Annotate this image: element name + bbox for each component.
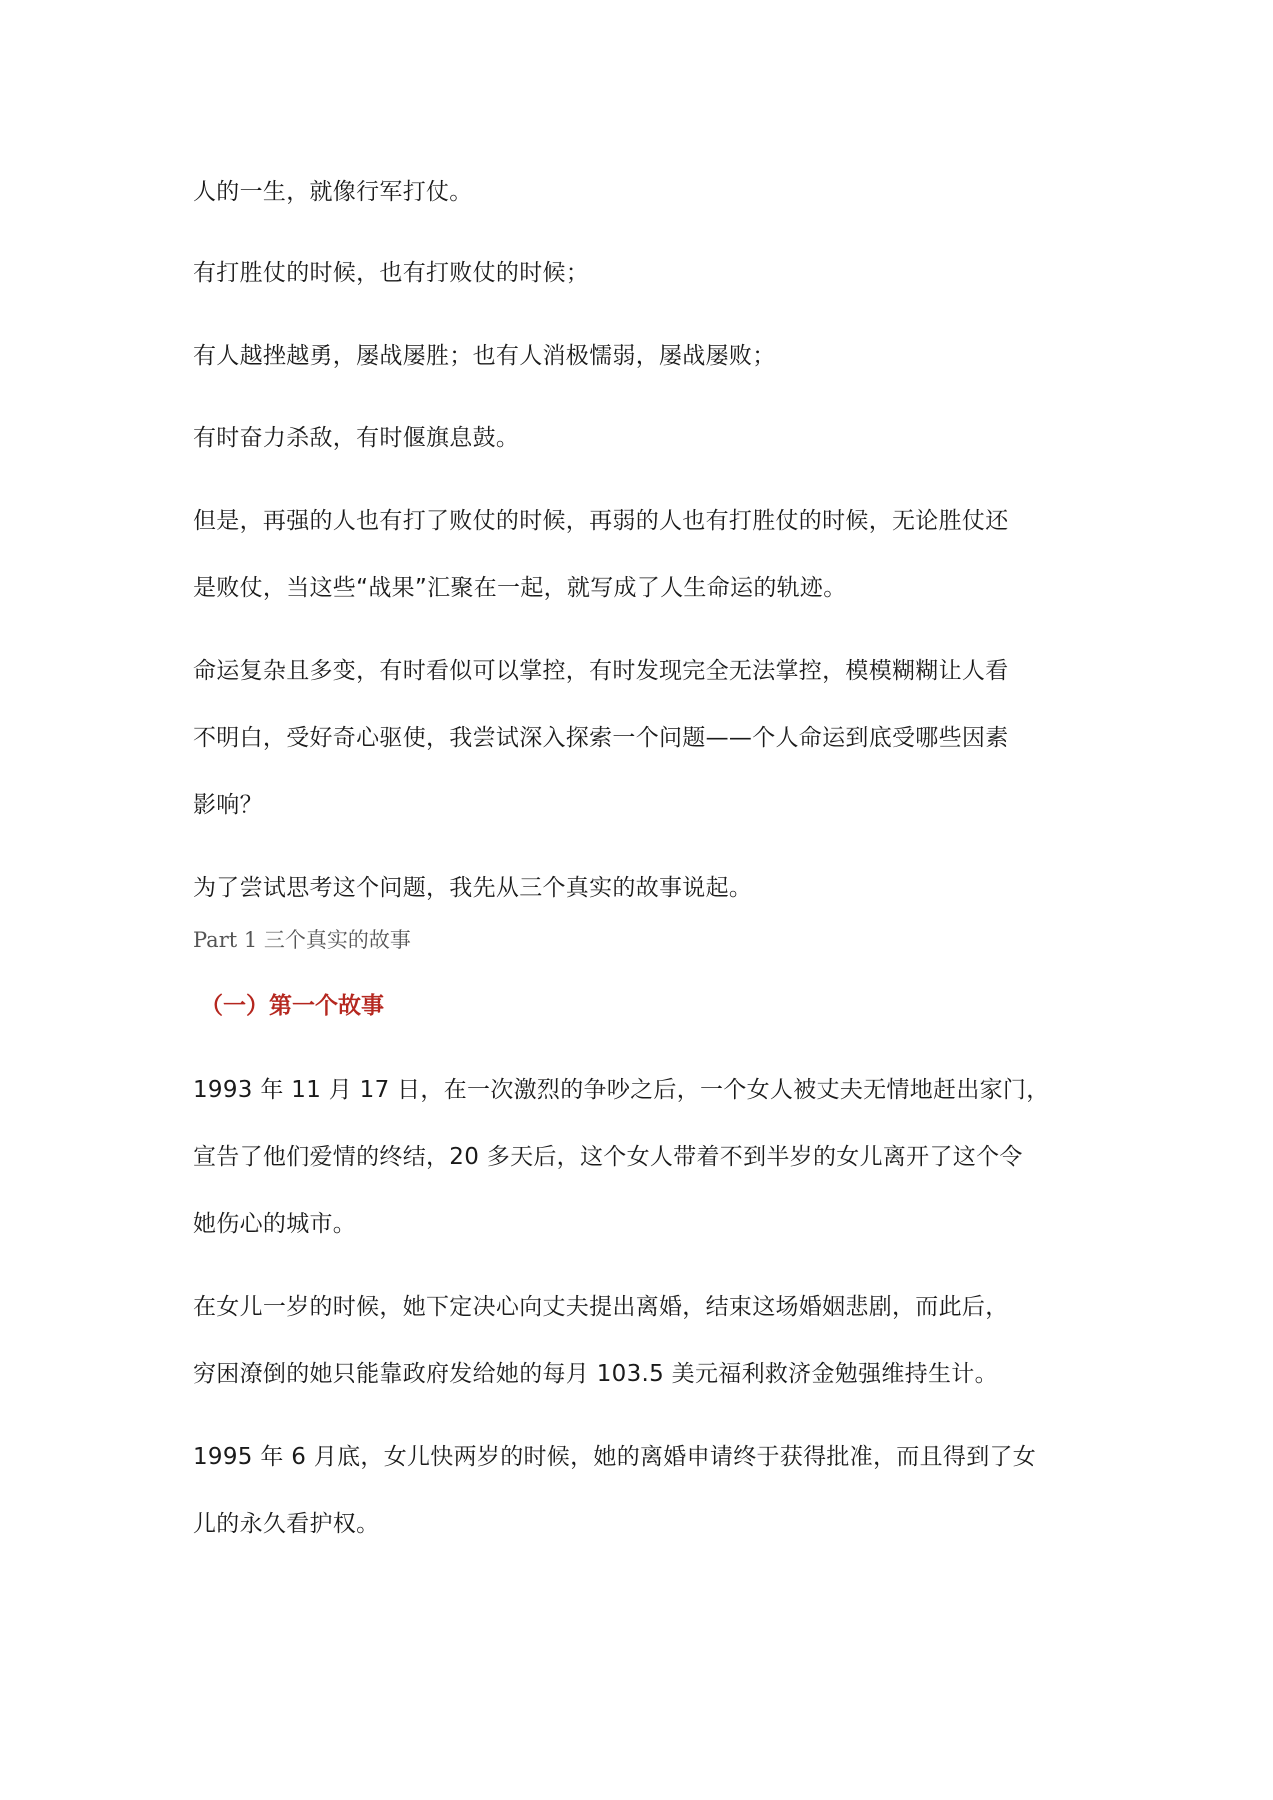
paragraph-line: 有时奋力杀敌，有时偃旗息鼓。 xyxy=(193,425,520,451)
paragraph-line: 不明白，受好奇心驱使，我尝试深入探索一个问题——个人命运到底受哪些因素 xyxy=(193,725,1009,751)
paragraph-line: 1995 年 6 月底，女儿快两岁的时候，她的离婚申请终于获得批准，而且得到了女 xyxy=(193,1444,1037,1470)
paragraph-line: 她伤心的城市。 xyxy=(193,1211,357,1237)
part-heading: Part 1 三个真实的故事 xyxy=(193,928,411,952)
paragraph-line: 1993 年 11 月 17 日，在一次激烈的争吵之后，一个女人被丈夫无情地赶出家门， xyxy=(193,1077,1050,1103)
paragraph-line: 有人越挫越勇，屡战屡胜；也有人消极懦弱，屡战屡败； xyxy=(193,343,776,369)
section-heading: （一）第一个故事 xyxy=(200,993,384,1019)
paragraph-line: 穷困潦倒的她只能靠政府发给她的每月 103.5 美元福利救济金勉强维持生计。 xyxy=(193,1361,998,1387)
paragraph-line: 人的一生，就像行军打仗。 xyxy=(193,179,473,205)
paragraph-line: 在女儿一岁的时候，她下定决心向丈夫提出离婚，结束这场婚姻悲剧，而此后， xyxy=(193,1294,1009,1320)
paragraph-line: 但是，再强的人也有打了败仗的时候，再弱的人也有打胜仗的时候，无论胜仗还 xyxy=(193,508,1009,534)
paragraph-line: 宣告了他们爱情的终结，20 多天后，这个女人带着不到半岁的女儿离开了这个令 xyxy=(193,1144,1023,1170)
paragraph-line: 为了尝试思考这个问题，我先从三个真实的故事说起。 xyxy=(193,875,753,901)
paragraph-line: 影响？ xyxy=(193,792,263,818)
paragraph-line: 有打胜仗的时候，也有打败仗的时候； xyxy=(193,260,590,286)
paragraph-line: 命运复杂且多变，有时看似可以掌控，有时发现完全无法掌控，模模糊糊让人看 xyxy=(193,658,1009,684)
paragraph-line: 儿的永久看护权。 xyxy=(193,1511,380,1537)
paragraph-line: 是败仗，当这些“战果”汇聚在一起，就写成了人生命运的轨迹。 xyxy=(193,575,847,601)
